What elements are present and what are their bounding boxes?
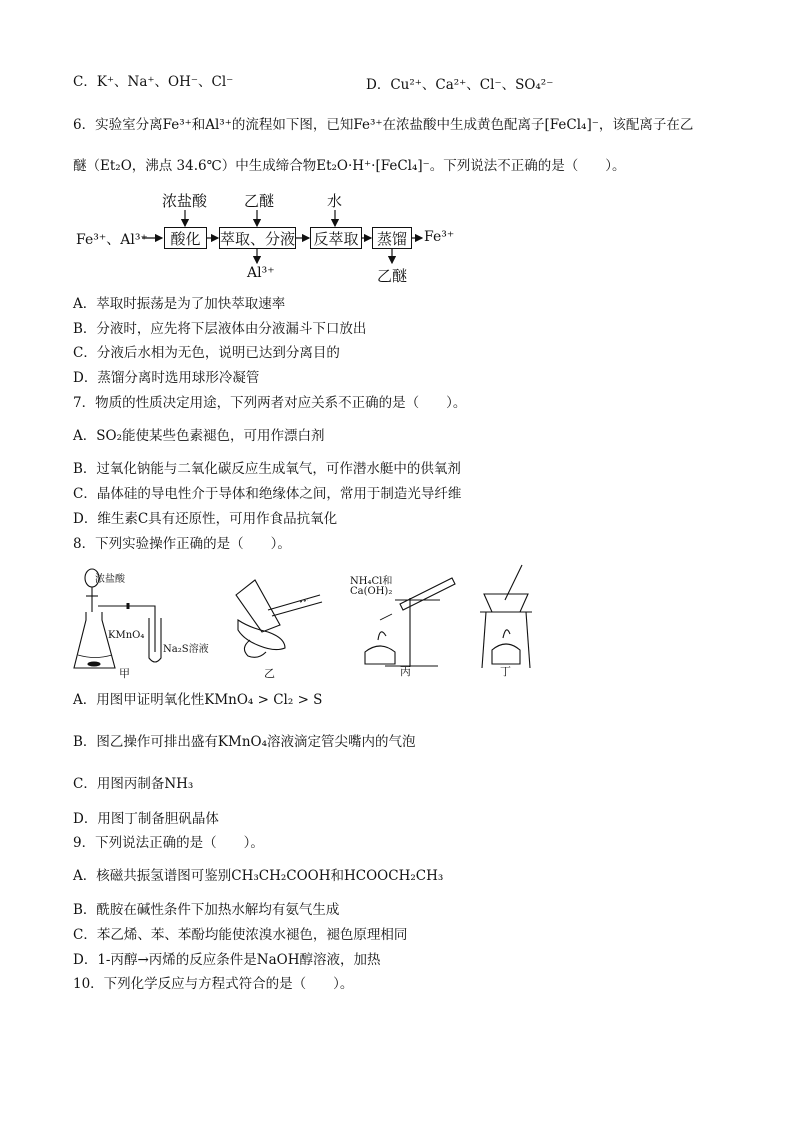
caption-ding: 丁 (500, 665, 511, 678)
q9-stem: 9．下列说法正确的是（ ）。 (73, 835, 264, 851)
jia-label-hcl: 浓盐酸 (95, 574, 125, 585)
q5-option-d: D．Cu²⁺、Ca²⁺、Cl⁻、SO₄²⁻ (366, 77, 554, 93)
bing-label-caoh2: Ca(OH)₂ (350, 586, 393, 597)
flow-step-extract: 萃取、分液 (219, 227, 296, 249)
flow-end-label: Fe³⁺ (424, 229, 455, 245)
q7-option-c: C．晶体硅的导电性介于导体和绝缘体之间，常用于制造光导纤维 (73, 486, 462, 502)
q8-option-c: C．用图丙制备NH₃ (73, 776, 194, 792)
q8-option-a: A．用图甲证明氧化性KMnO₄ > Cl₂ > S (73, 692, 323, 708)
caption-bing: 丙 (400, 665, 411, 678)
q9-option-d: D．1-丙醇→丙烯的反应条件是NaOH醇溶液，加热 (73, 952, 381, 968)
q9-option-b: B．酰胺在碱性条件下加热水解均有氨气生成 (73, 902, 340, 918)
q8-stem: 8．下列实验操作正确的是（ ）。 (73, 536, 291, 552)
jia-label-na2s: Na₂S溶液 (163, 644, 209, 655)
flow-input-water: 水 (327, 192, 343, 210)
caption-yi: 乙 (264, 667, 275, 680)
q6-option-a: A．萃取时振荡是为了加快萃取速率 (73, 296, 286, 312)
apparatus-yi (236, 580, 322, 657)
q7-option-d: D．维生素C具有还原性，可用作食品抗氧化 (73, 511, 338, 527)
bing-label-nh4cl: NH₄Cl和 (350, 576, 393, 587)
q9-option-a: A．核磁共振氢谱图可鉴别CH₃CH₂COOH和HCOOCH₂CH₃ (73, 868, 444, 884)
flow-step-acidify: 酸化 (164, 227, 207, 249)
flow-step-back-extract: 反萃取 (310, 227, 362, 249)
flow-output-al: Al³⁺ (247, 265, 275, 281)
q6-stem-line1: 6．实验室分离Fe³⁺和Al³⁺的流程如下图，已知Fe³⁺在浓盐酸中生成黄色配离子[FeCl₄]⁻，该配离子在乙 (73, 117, 694, 133)
q5-option-c: C．K⁺、Na⁺、OH⁻、Cl⁻ (73, 74, 234, 90)
q7-option-b: B．过氧化钠能与二氧化碳反应生成氧气，可作潜水艇中的供氧剂 (73, 461, 461, 477)
flow-step-distill: 蒸馏 (372, 227, 412, 249)
q6-stem-line2: 醚（Et₂O，沸点 34.6℃）中生成缔合物Et₂O·H⁺·[FeCl₄]⁻。下列说法不正确的是（ ）。 (73, 158, 626, 174)
jia-label-kmno4: KMnO₄ (108, 630, 145, 641)
q6-option-b: B．分液时，应先将下层液体由分液漏斗下口放出 (73, 321, 367, 337)
caption-jia: 甲 (119, 667, 130, 680)
q6-option-d: D．蒸馏分离时选用球形冷凝管 (73, 370, 260, 386)
flow-input-hcl: 浓盐酸 (162, 192, 208, 210)
flow-input-ether: 乙醚 (244, 192, 275, 210)
flow-output-ether: 乙醚 (377, 267, 408, 285)
apparatus-ding (480, 565, 532, 668)
q7-stem: 7．物质的性质决定用途，下列两者对应关系不正确的是（ ）。 (73, 395, 467, 411)
q7-option-a: A．SO₂能使某些色素褪色，可用作漂白剂 (73, 428, 325, 444)
q8-option-b: B．图乙操作可排出盛有KMnO₄溶液滴定管尖嘴内的气泡 (73, 734, 416, 750)
q6-option-c: C．分液后水相为无色，说明已达到分离目的 (73, 345, 340, 361)
q10-stem: 10．下列化学反应与方程式符合的是（ ）。 (73, 976, 354, 992)
q9-option-c: C．苯乙烯、苯、苯酚均能使浓溴水褪色，褪色原理相同 (73, 927, 408, 943)
q8-option-d: D．用图丁制备胆矾晶体 (73, 811, 219, 827)
flow-start-label: Fe³⁺、Al³⁺ (76, 232, 148, 248)
